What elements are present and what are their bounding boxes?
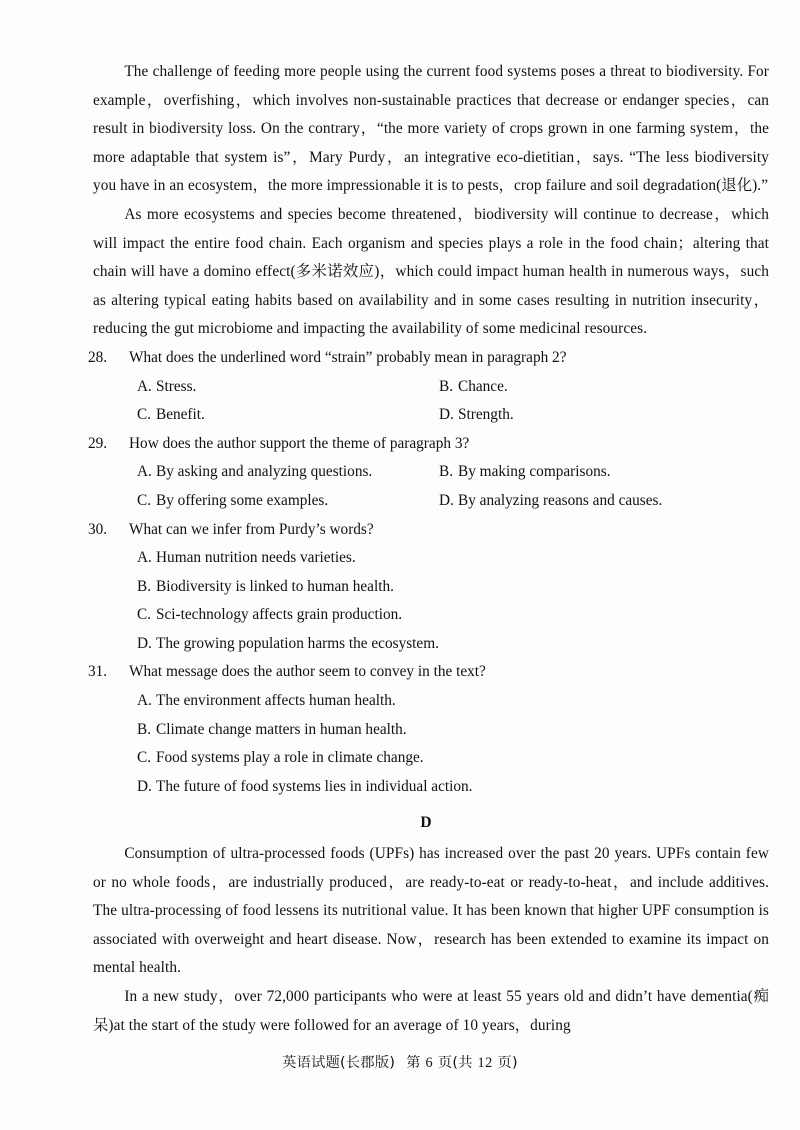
question-31-option-c[interactable] bbox=[137, 744, 769, 773]
question-30-number: 30. bbox=[88, 520, 108, 538]
question-30-options bbox=[93, 544, 769, 658]
question-31-option-b[interactable] bbox=[137, 716, 769, 745]
option-text: The environment affects human health. bbox=[156, 692, 396, 710]
question-29-option-b[interactable] bbox=[439, 458, 769, 487]
option-text: By offering some examples. bbox=[156, 491, 329, 509]
page-content bbox=[88, 58, 769, 1040]
passage-c-paragraph-1: The challenge of feeding more people using the current food systems poses a threat to biodiversity. For example，overfishing，which involves non-sustainable practices that decrease or endanger species，can result in biodiversity loss. On the contrary，“the more variety of crops grown in one farming system，the more adaptable that system is”，Mary Purdy，an integrative eco-dietitian，says. “The less biodiversity you have in an ecosystem，the more impressionable it is to pests，crop failure and soil degradation(退化).” bbox=[93, 63, 769, 195]
option-text: Biodiversity is linked to human health. bbox=[156, 577, 394, 595]
option-text: Human nutrition needs varieties. bbox=[156, 549, 356, 567]
footer-page-unit: 页(共 bbox=[437, 1055, 473, 1071]
option-letter: A. bbox=[137, 463, 152, 481]
question-31-options bbox=[93, 687, 769, 801]
footer-page-number: 6 bbox=[425, 1055, 434, 1071]
question-31-number: 31. bbox=[88, 663, 108, 681]
question-29-option-a[interactable] bbox=[137, 458, 439, 487]
page-footer bbox=[0, 1052, 800, 1072]
question-28-text: What does the underlined word “strain” probably mean in paragraph 2? bbox=[129, 348, 567, 366]
passage-d-paragraph-1: Consumption of ultra-processed foods (UPFs) has increased over the past 20 years. UPFs contain few or no whole foods，are industrially produced，are ready-to-eat or ready-to-heat，and include additives. The ultra-processing of food lessens its nutritional value. It has been known that higher UPF consumption is associated with overweight and heart disease. Now，research has been extended to examine its impact on mental health. bbox=[93, 845, 769, 977]
question-28-option-c[interactable] bbox=[137, 401, 439, 430]
question-29-stem bbox=[88, 430, 769, 459]
question-30-option-c[interactable] bbox=[137, 601, 769, 630]
question-30-option-a[interactable] bbox=[137, 544, 769, 573]
option-text: Strength. bbox=[458, 406, 514, 424]
option-letter: D. bbox=[137, 777, 152, 795]
option-text: The future of food systems lies in individual action. bbox=[156, 777, 473, 795]
question-31 bbox=[88, 658, 769, 801]
option-letter: C. bbox=[137, 406, 152, 424]
passage-d-paragraph-2: In a new study，over 72,000 participants who were at least 55 years old and didn’t have dementia(痴呆)at the start of the study were followed for an average of 10 years，during bbox=[93, 988, 769, 1034]
option-text: Sci-technology affects grain production. bbox=[156, 606, 403, 624]
footer-total-unit: 页) bbox=[497, 1055, 518, 1071]
question-28-stem bbox=[88, 344, 769, 373]
option-letter: D. bbox=[439, 406, 454, 424]
option-letter: C. bbox=[137, 491, 152, 509]
question-30-stem bbox=[88, 516, 769, 545]
option-text: Climate change matters in human health. bbox=[156, 720, 407, 738]
question-28-options-row-1 bbox=[93, 373, 769, 402]
option-letter: D. bbox=[439, 491, 454, 509]
option-letter: B. bbox=[137, 577, 152, 595]
option-text: By analyzing reasons and causes. bbox=[458, 491, 663, 509]
option-text: Chance. bbox=[458, 377, 508, 395]
question-31-option-a[interactable] bbox=[137, 687, 769, 716]
option-text: Benefit. bbox=[156, 406, 205, 424]
question-31-option-d[interactable] bbox=[137, 773, 769, 802]
question-29-option-d[interactable] bbox=[439, 487, 769, 516]
footer-page-prefix: 第 bbox=[406, 1055, 421, 1071]
question-28 bbox=[88, 344, 769, 430]
question-29-options-row-2 bbox=[93, 487, 769, 516]
question-28-option-d[interactable] bbox=[439, 401, 769, 430]
option-text: The growing population harms the ecosystem. bbox=[156, 634, 439, 652]
option-letter: C. bbox=[137, 749, 152, 767]
question-30-option-d[interactable] bbox=[137, 630, 769, 659]
option-text: Stress. bbox=[156, 377, 197, 395]
footer-total-pages: 12 bbox=[477, 1055, 493, 1071]
question-31-stem bbox=[88, 658, 769, 687]
option-letter: C. bbox=[137, 606, 152, 624]
option-text: By making comparisons. bbox=[458, 463, 611, 481]
question-30-option-b[interactable] bbox=[137, 573, 769, 602]
question-28-number: 28. bbox=[88, 348, 108, 366]
question-31-text: What message does the author seem to convey in the text? bbox=[129, 663, 486, 681]
question-28-option-b[interactable] bbox=[439, 373, 769, 402]
option-letter: A. bbox=[137, 377, 152, 395]
passage-c-paragraph-2: As more ecosystems and species become threatened，biodiversity will continue to decrease，which will impact the entire food chain. Each organism and species plays a role in the food chain；altering that chain will have a domino effect(多米诺效应)，which could impact human health in numerous ways，such as altering typical eating habits based on availability and in some cases resulting in nutrition insecurity，reducing the gut microbiome and impacting the availability of some medicinal resources. bbox=[93, 205, 769, 338]
option-text: Food systems play a role in climate change. bbox=[156, 749, 424, 767]
question-29-number: 29. bbox=[88, 434, 108, 452]
option-letter: B. bbox=[439, 463, 454, 481]
option-letter: D. bbox=[137, 634, 152, 652]
question-29 bbox=[88, 430, 769, 516]
option-text: By asking and analyzing questions. bbox=[156, 463, 373, 481]
passage-d-section-letter: D bbox=[420, 814, 432, 832]
question-30 bbox=[88, 516, 769, 659]
question-29-options-row-1 bbox=[93, 458, 769, 487]
option-letter: A. bbox=[137, 692, 152, 710]
question-29-text: How does the author support the theme of paragraph 3? bbox=[129, 434, 470, 452]
option-letter: B. bbox=[439, 377, 454, 395]
footer-subject: 英语试题(长郡版) bbox=[282, 1055, 396, 1071]
option-letter: A. bbox=[137, 549, 152, 567]
option-letter: B. bbox=[137, 720, 152, 738]
question-28-options-row-2 bbox=[93, 401, 769, 430]
question-29-option-c[interactable] bbox=[137, 487, 439, 516]
question-28-option-a[interactable] bbox=[137, 373, 439, 402]
question-30-text: What can we infer from Purdy’s words? bbox=[129, 520, 374, 538]
